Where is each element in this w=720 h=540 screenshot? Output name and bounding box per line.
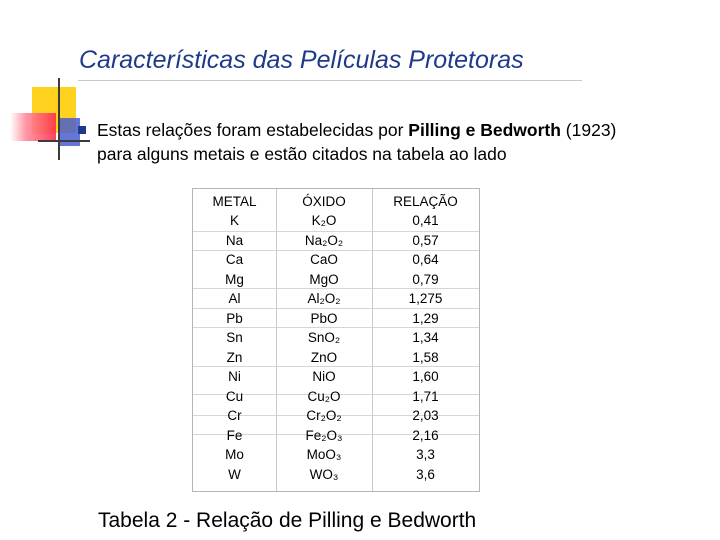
- table-cell-oxide: WO₃: [309, 466, 339, 482]
- table-cell-metal: K: [229, 213, 239, 228]
- decor-vertical-line: [58, 78, 60, 160]
- bullet-line1-post: (1923): [560, 120, 617, 140]
- table-cell-oxide: CaO: [310, 252, 338, 267]
- table-cell-ratio: 0,64: [412, 252, 439, 267]
- decor-red-gradient-bar: [10, 113, 56, 141]
- bullet-line1-bold: Pilling e Bedworth: [408, 120, 561, 140]
- bullet-line2: para alguns metais e estão citados na tabela ao lado: [97, 144, 507, 164]
- table-cell-ratio: 2,03: [412, 408, 439, 423]
- table-cell-oxide: NiO: [312, 369, 336, 384]
- bullet-line1-pre: Estas relações foram estabelecidas por: [97, 120, 409, 140]
- table-cell-ratio: 1,58: [412, 349, 439, 365]
- table-cell-metal: Ni: [228, 369, 241, 384]
- table-cell-metal: Al: [228, 291, 241, 306]
- pilling-bedworth-table: [192, 188, 480, 492]
- table-cell-ratio: 3,6: [416, 466, 435, 482]
- table-cell-ratio: 1,34: [412, 330, 439, 345]
- table-cell-ratio: 0,57: [412, 232, 439, 248]
- table-cell-ratio: 0,41: [412, 213, 439, 228]
- table-cell-oxide: ZnO: [310, 349, 338, 365]
- table-cell-metal: Fe: [226, 427, 243, 443]
- table-cell-metal: Ca: [225, 252, 244, 267]
- table-cell-metal: Na: [225, 232, 244, 248]
- table-cell-oxide: Cr₂O₂: [306, 408, 342, 423]
- row-divider: [193, 366, 479, 367]
- bullet-icon: [78, 126, 86, 134]
- table-cell-ratio: 0,79: [412, 271, 439, 287]
- table-cell-metal: Cr: [227, 408, 242, 423]
- table-cell-ratio: 1,29: [412, 310, 439, 326]
- table-cell-oxide: PbO: [310, 310, 338, 326]
- row-divider: [193, 327, 479, 328]
- table-cell-metal: Zn: [226, 349, 243, 365]
- slide-title: Características das Películas Protetoras: [79, 46, 524, 74]
- table-cell-metal: Cu: [225, 388, 244, 404]
- table-cell-metal: Mo: [225, 447, 244, 462]
- table-header-oxide: ÓXIDO: [302, 194, 346, 209]
- row-divider: [193, 250, 479, 251]
- bullet-text: [97, 118, 707, 166]
- row-divider: [193, 308, 479, 309]
- table-cell-metal: Pb: [226, 310, 243, 326]
- table-cell-ratio: 1,71: [412, 388, 439, 404]
- table-cell-ratio: 1,275: [408, 291, 443, 306]
- table-cell-metal: W: [228, 466, 241, 482]
- table-header-metal: METAL: [212, 194, 257, 209]
- table-cell-oxide: K₂O: [311, 213, 337, 228]
- table-cell-oxide: Fe₂O₃: [305, 427, 343, 443]
- table-cell-metal: Mg: [225, 271, 244, 287]
- table-cell-oxide: MgO: [309, 271, 339, 287]
- table-cell-oxide: Na₂O₂: [304, 232, 344, 248]
- table-cell-ratio: 1,60: [412, 369, 439, 384]
- table-cell-metal: Sn: [226, 330, 243, 345]
- table-cell-oxide: SnO₂: [307, 330, 341, 345]
- table-cell-oxide: Cu₂O: [307, 388, 341, 404]
- table-cell-ratio: 3,3: [416, 447, 435, 462]
- title-underline: [78, 80, 582, 81]
- table-cell-oxide: Al₂O₂: [307, 291, 341, 306]
- decor-horizontal-line: [38, 140, 90, 142]
- table-header-ratio: RELAÇÃO: [393, 194, 458, 209]
- table-caption: Tabela 2 - Relação de Pilling e Bedworth: [98, 509, 477, 532]
- table-cell-ratio: 2,16: [412, 427, 439, 443]
- row-divider: [193, 288, 479, 289]
- table-cell-oxide: MoO₃: [306, 447, 342, 462]
